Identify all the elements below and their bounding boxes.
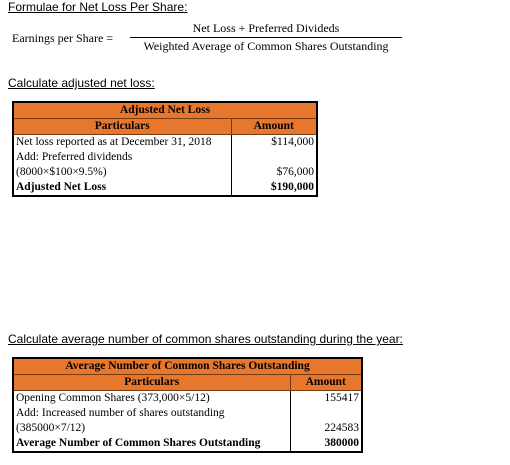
table-row xyxy=(13,150,317,165)
column-header-particulars: Particulars xyxy=(13,375,290,391)
total-amount: 380000 xyxy=(290,436,362,452)
formula-numerator: Net Loss + Preferred Divideds xyxy=(192,21,340,35)
row-label: Add: Preferred dividends xyxy=(13,150,231,165)
table-title: Adjusted Net Loss xyxy=(13,102,317,119)
row-amount: $76,000 xyxy=(231,165,317,180)
row-amount: $114,000 xyxy=(231,135,317,151)
table-total-row xyxy=(13,436,362,452)
column-header-amount: Amount xyxy=(231,119,317,135)
net-loss-heading: Calculate adjusted net loss: xyxy=(8,76,155,90)
formula-denominator: Weighted Average of Common Shares Outstanding xyxy=(143,39,389,53)
row-label: Add: Increased number of shares outstanding xyxy=(13,406,290,421)
table-header-row xyxy=(13,119,317,135)
table-row xyxy=(13,406,362,421)
row-label: Net loss reported as at December 31, 2018 xyxy=(13,135,231,151)
average-shares-table xyxy=(12,357,363,453)
column-header-particulars: Particulars xyxy=(13,119,231,135)
row-amount: 224583 xyxy=(290,421,362,436)
table-row xyxy=(13,165,317,180)
table-header-row xyxy=(13,375,362,391)
row-amount xyxy=(231,150,317,165)
row-label: (385000×7/12) xyxy=(13,421,290,436)
row-amount xyxy=(290,406,362,421)
table-row xyxy=(13,391,362,407)
row-amount: 155417 xyxy=(290,391,362,407)
total-amount: $190,000 xyxy=(231,180,317,196)
table-row xyxy=(13,421,362,436)
total-label: Average Number of Common Shares Outstanding xyxy=(13,436,290,452)
table-title: Average Number of Common Shares Outstanding xyxy=(13,358,362,375)
table-title-row xyxy=(13,102,317,119)
table-row xyxy=(13,135,317,151)
table-title-row xyxy=(13,358,362,375)
shares-heading: Calculate average number of common shares outstanding during the year: xyxy=(8,332,403,346)
formula-heading: Formulae for Net Loss Per Share: xyxy=(8,0,188,14)
formula-lhs: Earnings per Share = xyxy=(12,31,114,45)
fraction-bar xyxy=(130,37,402,38)
total-label: Adjusted Net Loss xyxy=(13,180,231,196)
table-total-row xyxy=(13,180,317,196)
adjusted-net-loss-table xyxy=(12,101,318,197)
row-label: Opening Common Shares (373,000×5/12) xyxy=(13,391,290,407)
eps-formula xyxy=(12,19,397,57)
row-label: (8000×$100×9.5%) xyxy=(13,165,231,180)
column-header-amount: Amount xyxy=(290,375,362,391)
